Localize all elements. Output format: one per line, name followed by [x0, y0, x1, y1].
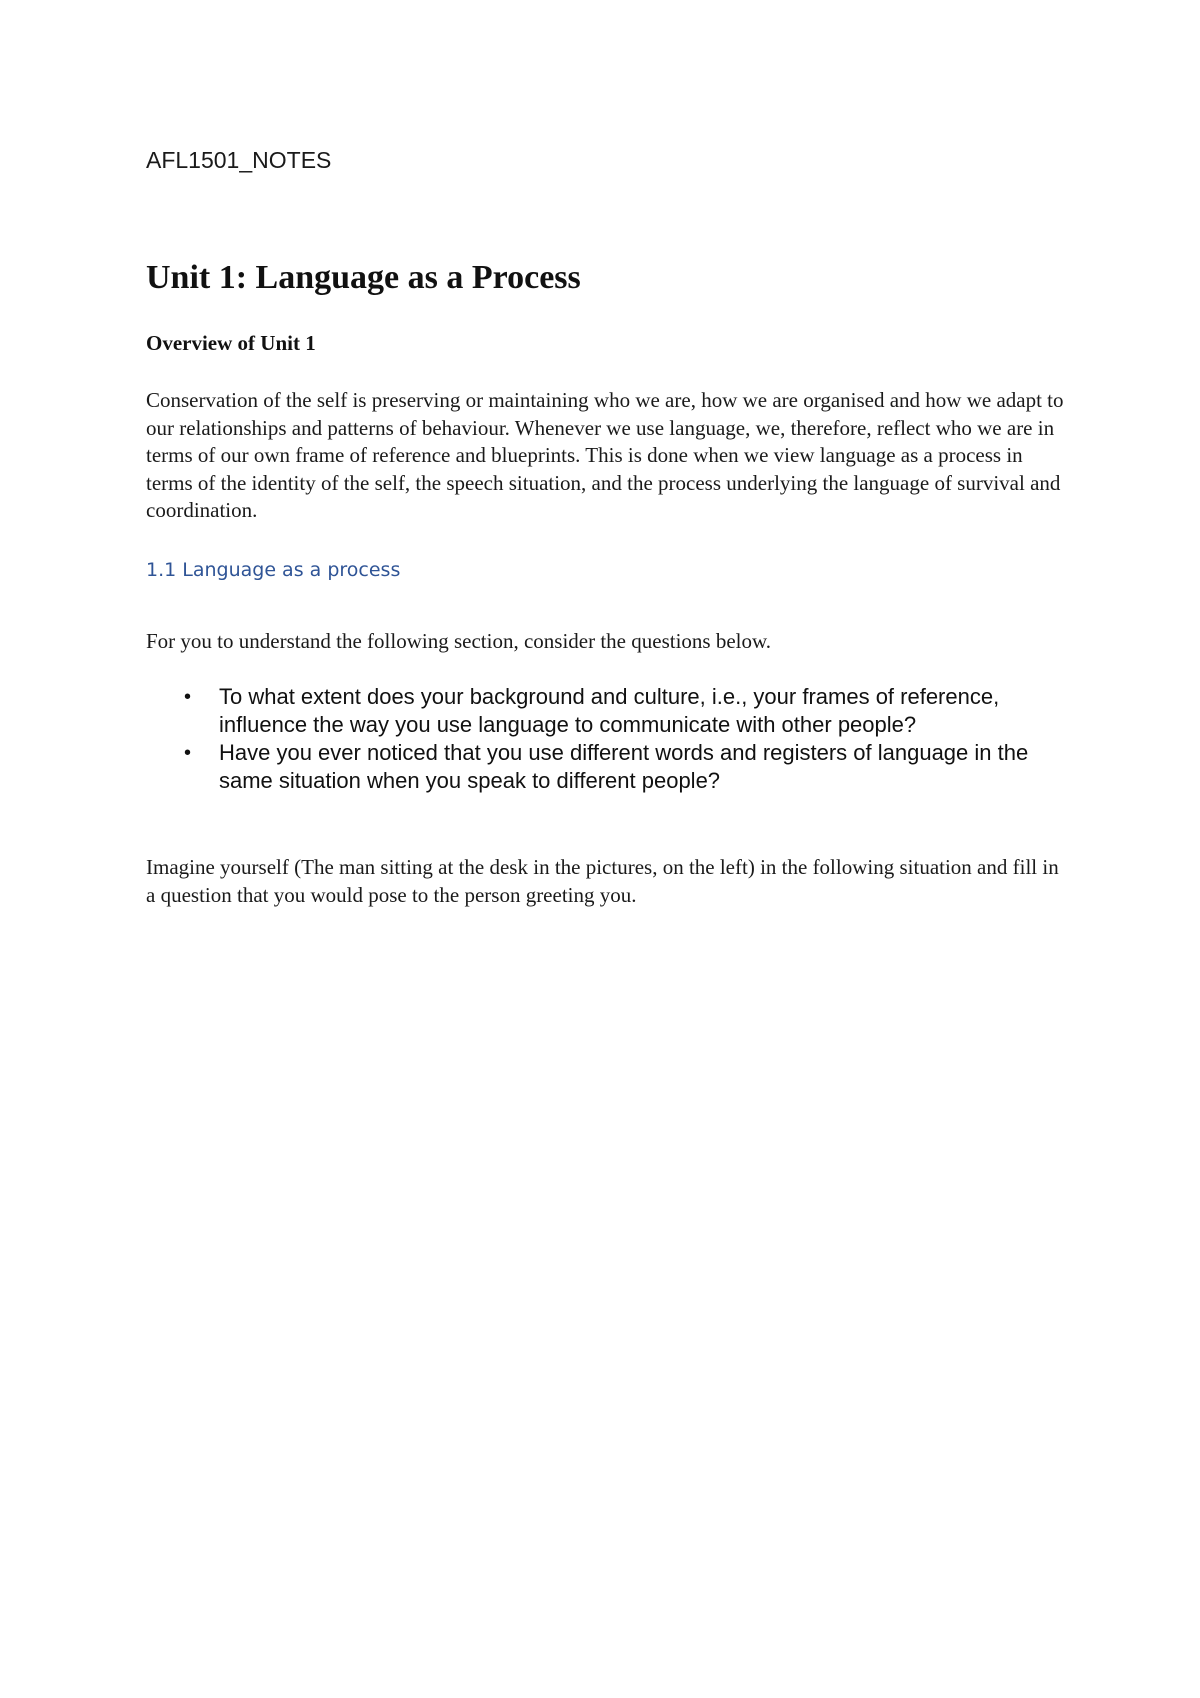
overview-heading: Overview of Unit 1	[146, 331, 316, 355]
bullet-icon: •	[184, 742, 192, 764]
imagine-paragraph: Imagine yourself (The man sitting at the desk in the pictures, on the left) in the following situation and fill in a question that you would pose to the person greeting you.	[146, 855, 1059, 907]
intro-paragraph: For you to understand the following section, consider the questions below.	[146, 629, 772, 653]
unit-title: Unit 1: Language as a Process	[146, 259, 581, 296]
question-text: To what extent does your background and culture, i.e., your frames of reference, influence the way you use language to communicate with other people?	[219, 684, 1000, 737]
document-label: AFL1501_NOTES	[146, 147, 332, 173]
question-item	[146, 739, 1086, 795]
bullet-icon: •	[184, 686, 192, 708]
question-item	[146, 683, 1086, 739]
section-heading: 1.1 Language as a process	[146, 559, 401, 581]
question-list	[146, 683, 1086, 795]
question-text: Have you ever noticed that you use different words and registers of language in the same situation when you speak to different people?	[219, 740, 1029, 793]
overview-paragraph: Conservation of the self is preserving or maintaining who we are, how we are organised and how we adapt to our relationships and patterns of behaviour. Whenever we use language, we, therefore, reflect who we are in terms of our own frame of reference and blueprints. This is done when we view language as a process in terms of the identity of the self, the speech situation, and the process underlying the language of survival and coordination.	[146, 388, 1064, 523]
